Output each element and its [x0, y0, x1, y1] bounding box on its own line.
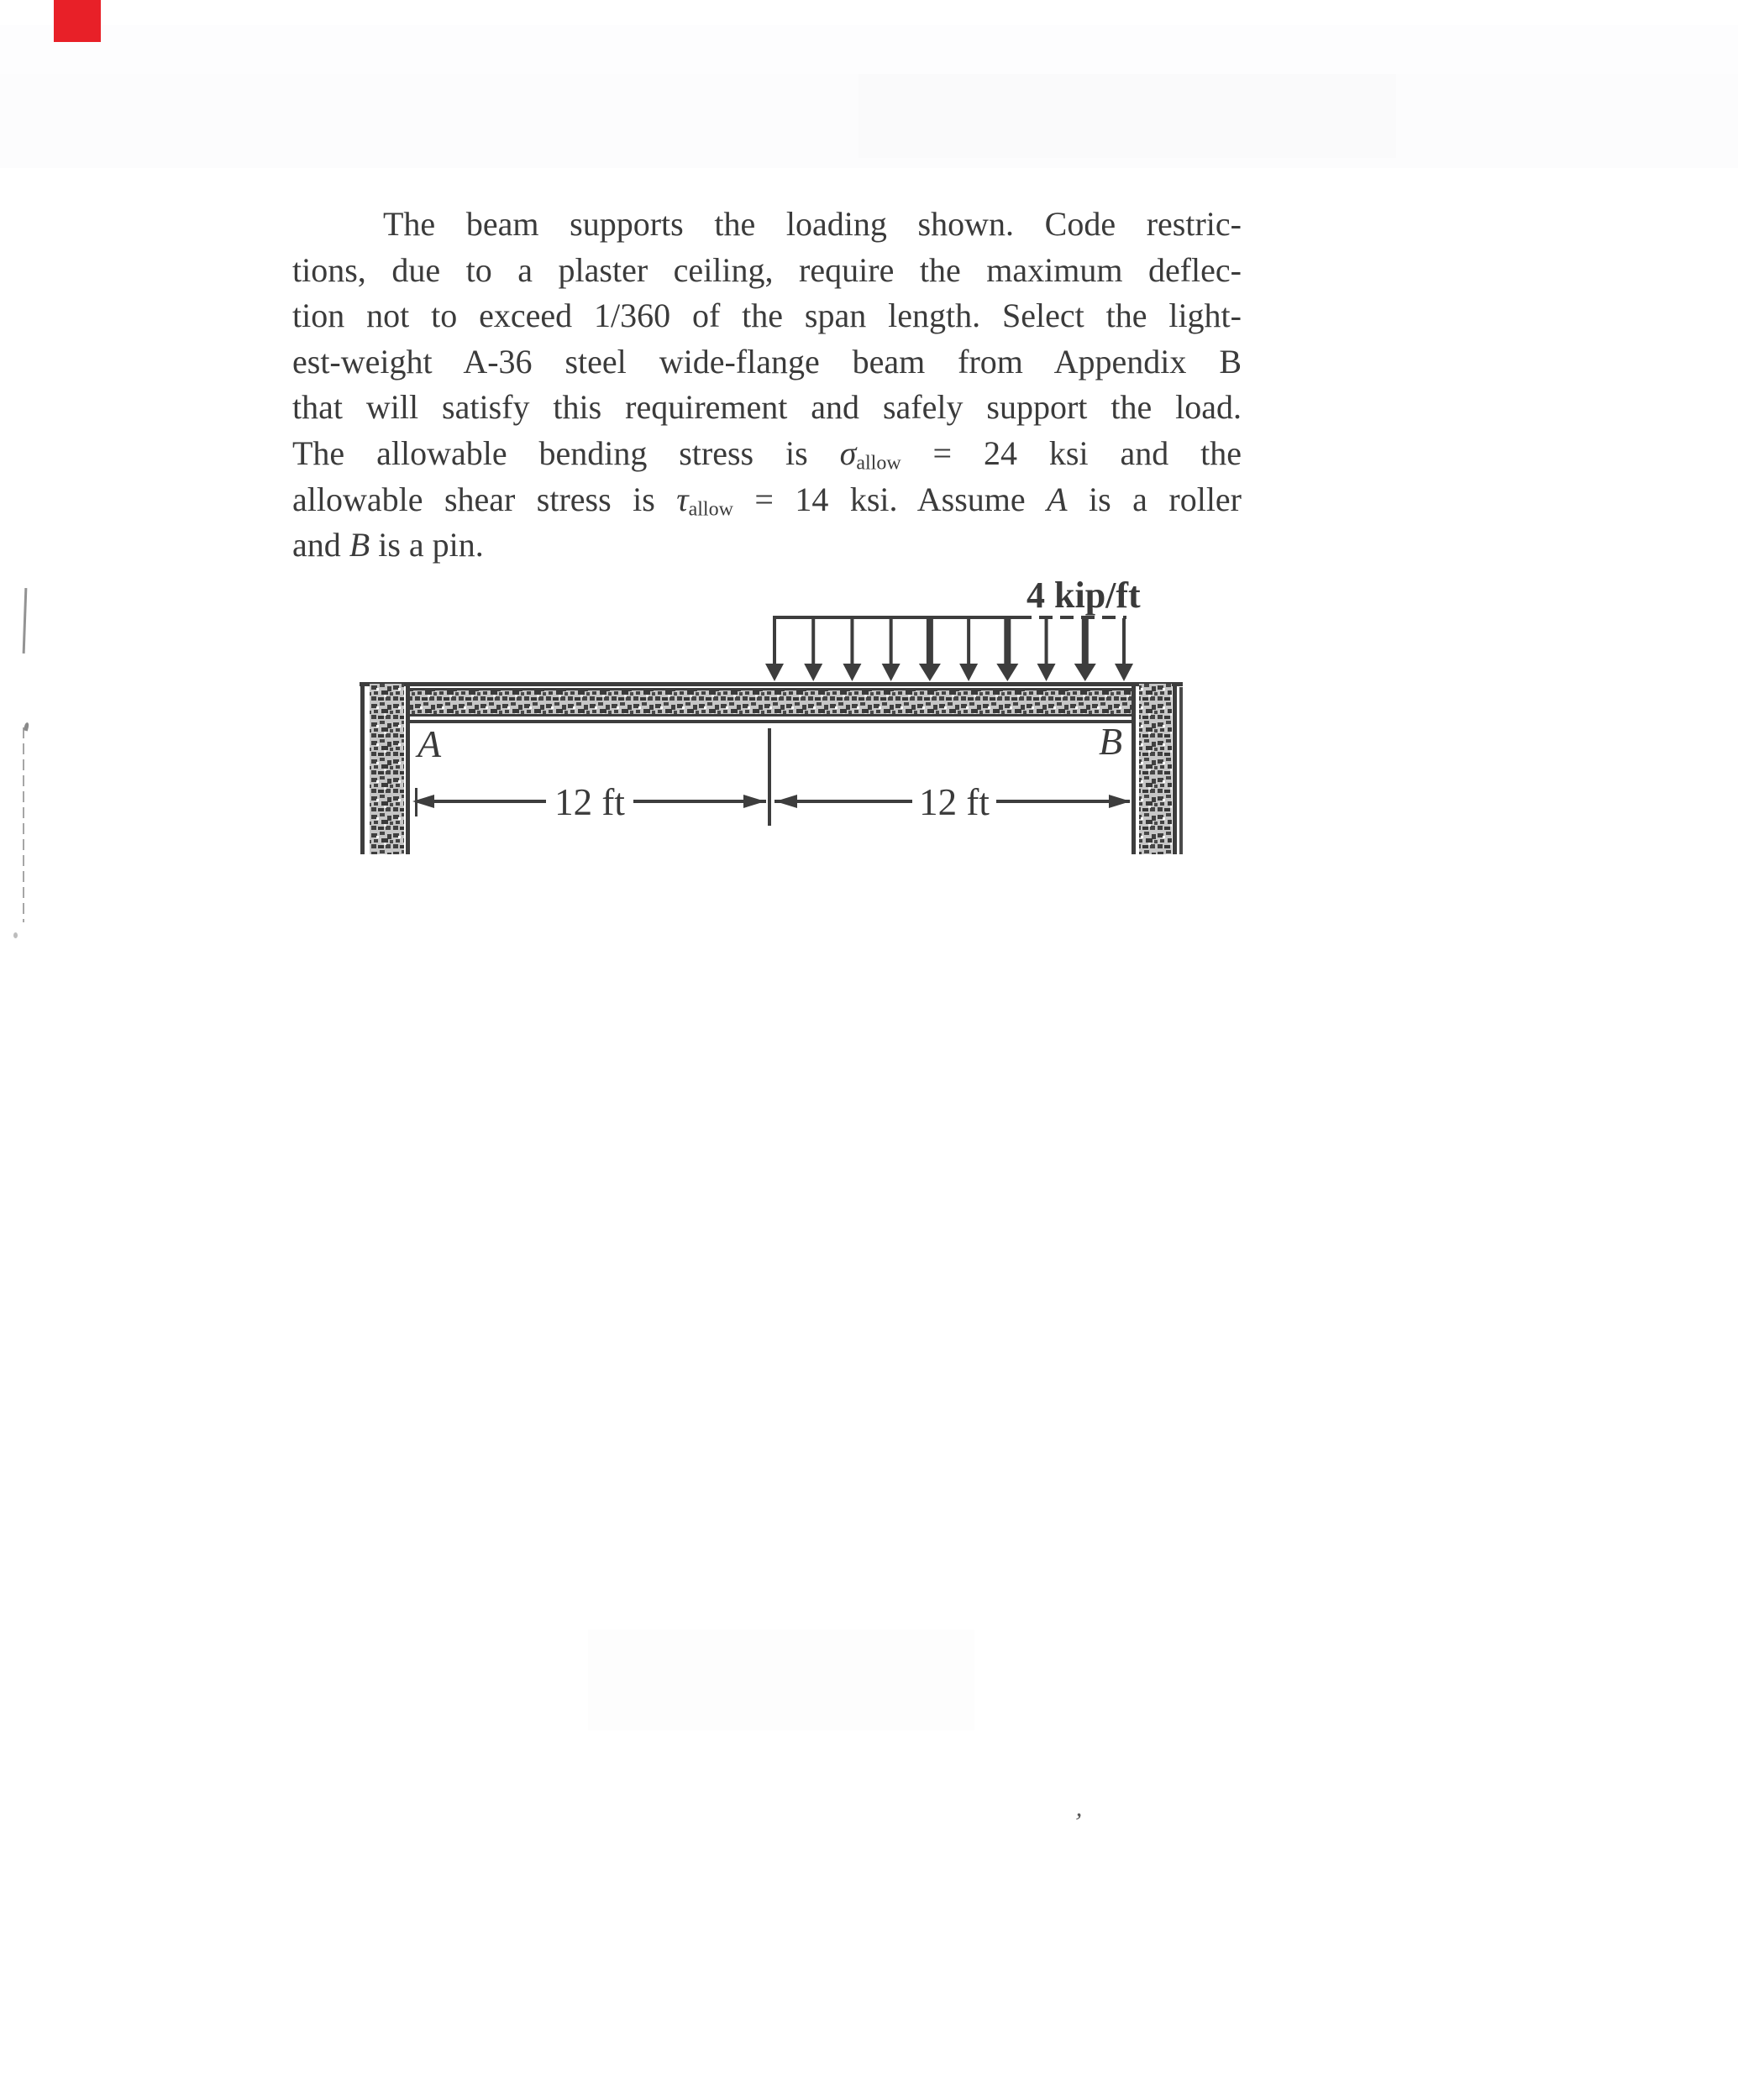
left-wall-outer-line [360, 682, 365, 854]
beam-strip [410, 688, 1132, 723]
load-label: 4 kip/ft [1027, 575, 1141, 616]
problem-text [292, 202, 1242, 569]
scan-scratch-lower [23, 727, 24, 922]
dim-arrow-mid-right [775, 795, 797, 808]
scan-shade-band [0, 74, 1738, 168]
beam-figure-svg [319, 571, 1193, 874]
right-wall-outer-line [1173, 682, 1177, 854]
load-arrow-head [804, 664, 822, 681]
dim-arrow-right-end [1109, 795, 1131, 808]
dimension-label-left: 12 ft [554, 781, 625, 823]
load-arrow-head [765, 664, 784, 681]
load-arrow-head [882, 664, 901, 681]
distributed-load [765, 575, 1141, 681]
left-wall-support [360, 682, 410, 854]
right-wall-support [1132, 682, 1183, 854]
load-arrow-head [1037, 664, 1056, 681]
support-a-label: A [417, 722, 442, 765]
right-wall-inner-line [1132, 682, 1136, 854]
problem-text-line: tions, due to a plaster ceiling, require the maximum deflec- [292, 250, 1242, 289]
left-wall-texture [370, 684, 404, 854]
beam-texture-top-edge [410, 688, 1132, 690]
load-arrow-head [1115, 664, 1133, 681]
left-wall-inner-line [406, 682, 410, 854]
dimension-lines [412, 728, 1131, 826]
problem-text-line: The allowable bending stress is $\sigma_{allow} = 24$ ksi and the [292, 433, 1242, 475]
problem-text-line: est-weight A-36 steel wide-flange beam from Appendix B [292, 342, 1242, 381]
right-wall-texture [1139, 684, 1172, 854]
scan-shade-bottom [588, 1630, 974, 1730]
problem-text-line: The beam supports the loading shown. Code restric- [383, 205, 1242, 243]
load-arrow-head [843, 664, 861, 681]
load-arrow-head [959, 664, 978, 681]
load-arrow-head [1074, 664, 1096, 681]
ceiling-top-line [360, 682, 1183, 686]
problem-text-line: allowable shear stress is $\tau_{allow} = 14$ ksi. Assume A is a roller [292, 480, 1242, 520]
scan-scratch-upper [23, 588, 28, 654]
beam-figure [319, 571, 1193, 874]
load-arrows [765, 618, 1133, 681]
problem-text-line: tion not to exceed 1/360 of the span length. Select the light- [292, 297, 1242, 335]
load-arrow-head [996, 664, 1018, 681]
midspan-tick [768, 728, 771, 826]
scan-shade-top [0, 25, 1738, 74]
beam-texture [410, 688, 1132, 717]
scan-speck-artifact: , [1074, 1793, 1085, 1823]
beam-texture-bottom-edge [410, 714, 1132, 717]
dim-arrow-mid-left [743, 795, 765, 808]
beam-bottom-line [410, 720, 1132, 723]
right-wall-outer-line2 [1179, 687, 1183, 854]
dimension-label-right: 12 ft [919, 781, 990, 823]
problem-text-line: that will satisfy this requirement and safely support the load. [292, 388, 1242, 427]
problem-text-line: and B is a pin. [292, 526, 484, 564]
scan-dot-artifact [13, 932, 18, 938]
load-arrow-head [919, 664, 941, 681]
support-b-label: B [1099, 720, 1123, 763]
red-scan-marker [54, 0, 101, 42]
scan-shade-right [858, 74, 1396, 158]
